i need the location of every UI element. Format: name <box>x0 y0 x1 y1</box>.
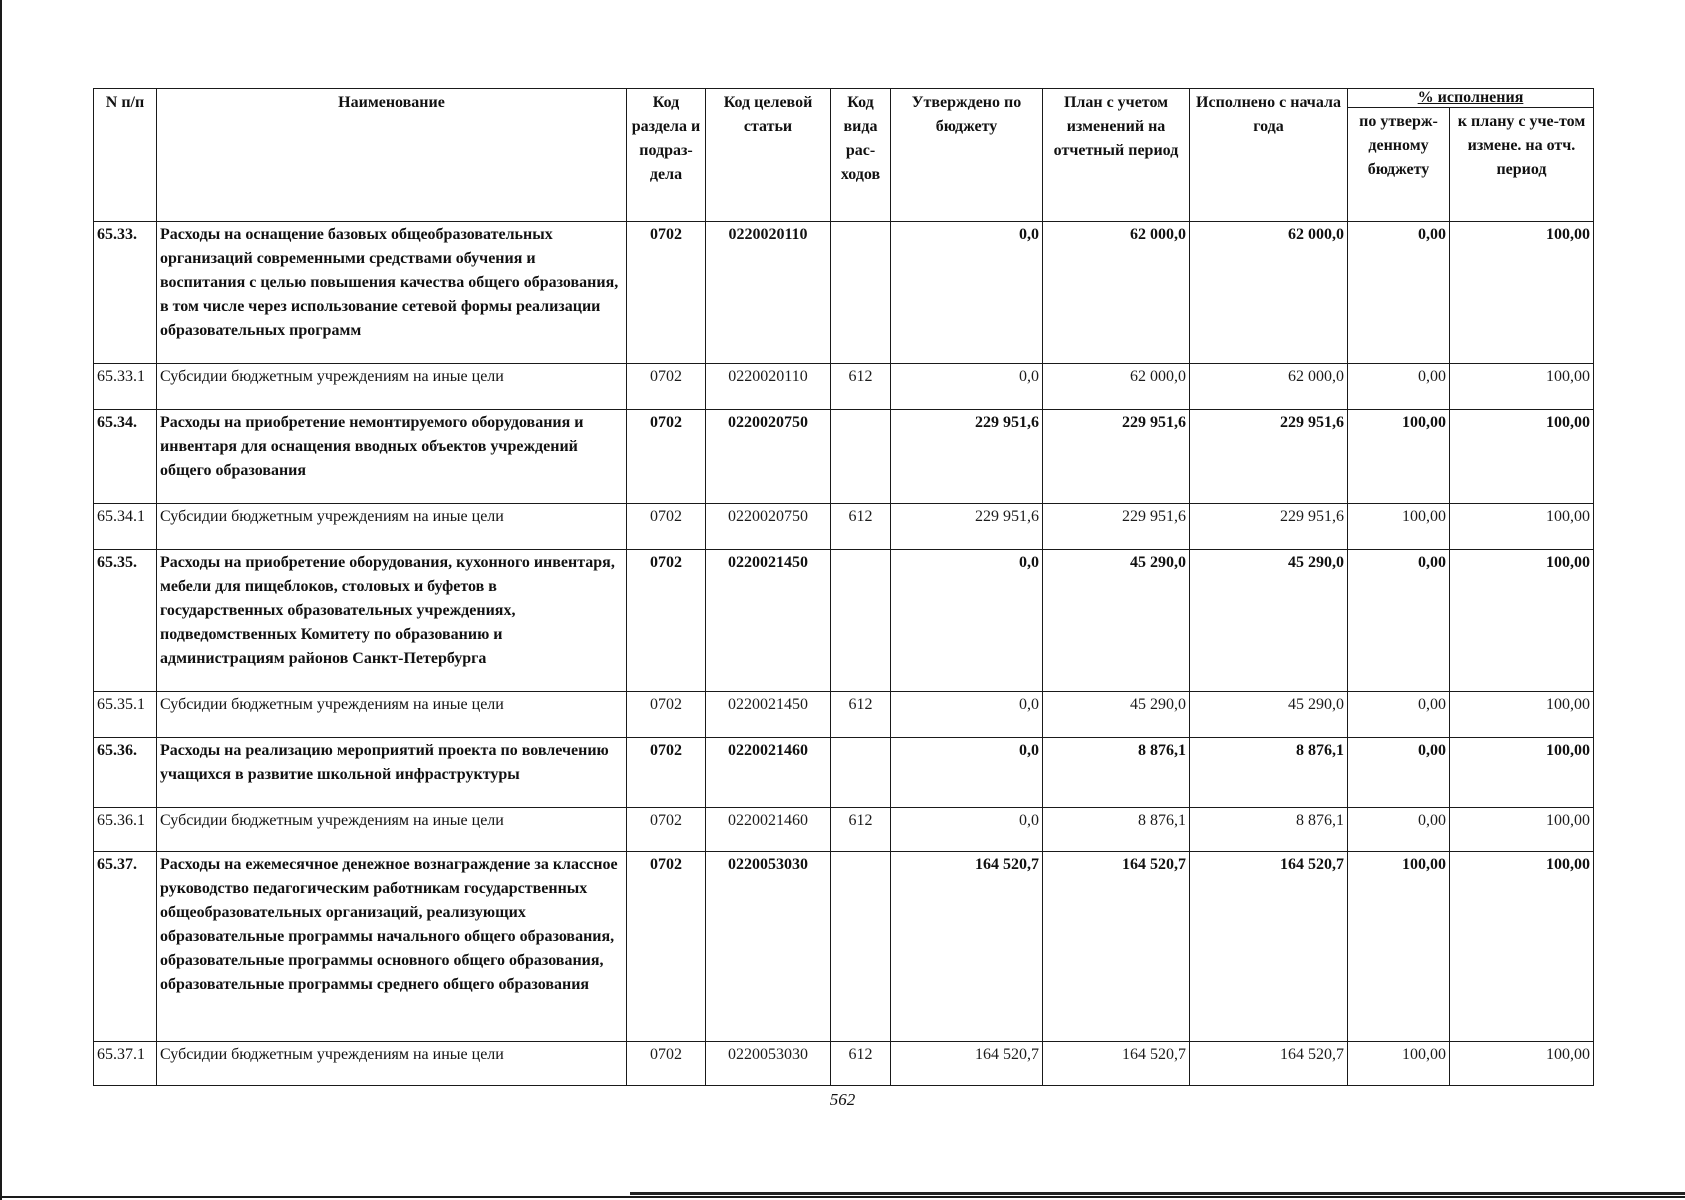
cell-expense-code: 612 <box>831 504 891 550</box>
cell-executed: 229 951,6 <box>1190 410 1348 504</box>
cell-num: 65.34.1 <box>94 504 157 550</box>
cell-target-code: 0220053030 <box>706 1042 831 1086</box>
table-row <box>94 852 1594 1042</box>
cell-pct-approved: 100,00 <box>1348 1042 1450 1086</box>
cell-pct-approved: 0,00 <box>1348 808 1450 852</box>
cell-approved: 0,0 <box>891 222 1043 364</box>
cell-section-code: 0702 <box>627 1042 706 1086</box>
cell-executed: 62 000,0 <box>1190 222 1348 364</box>
cell-name: Расходы на реализацию мероприятий проекта по вовлечению учащихся в развитие школьной инфраструктуры <box>157 738 627 808</box>
header-section-code: Код раздела и подраз-дела <box>627 89 706 222</box>
cell-num: 65.35.1 <box>94 692 157 738</box>
cell-name: Субсидии бюджетным учреждениям на иные цели <box>157 1042 627 1086</box>
cell-approved: 0,0 <box>891 738 1043 808</box>
cell-name: Субсидии бюджетным учреждениям на иные цели <box>157 504 627 550</box>
cell-pct-plan: 100,00 <box>1450 504 1594 550</box>
cell-approved: 164 520,7 <box>891 852 1043 1042</box>
cell-expense-code: 612 <box>831 364 891 410</box>
cell-expense-code <box>831 410 891 504</box>
header-approved: Утверждено по бюджету <box>891 89 1043 222</box>
table-row <box>94 692 1594 738</box>
cell-executed: 164 520,7 <box>1190 852 1348 1042</box>
cell-target-code: 0220021460 <box>706 738 831 808</box>
page-edge-bottom <box>0 1196 1685 1198</box>
cell-approved: 0,0 <box>891 364 1043 410</box>
cell-num: 65.37.1 <box>94 1042 157 1086</box>
cell-pct-approved: 0,00 <box>1348 692 1450 738</box>
page-number: 562 <box>829 1090 856 1109</box>
cell-executed: 8 876,1 <box>1190 738 1348 808</box>
header-name: Наименование <box>157 89 627 222</box>
cell-section-code: 0702 <box>627 692 706 738</box>
cell-pct-approved: 0,00 <box>1348 364 1450 410</box>
cell-plan: 164 520,7 <box>1043 1042 1190 1086</box>
cell-expense-code <box>831 550 891 692</box>
header-target-code: Код целевой статьи <box>706 89 831 222</box>
cell-pct-approved: 0,00 <box>1348 222 1450 364</box>
table-row <box>94 222 1594 364</box>
cell-pct-plan: 100,00 <box>1450 738 1594 808</box>
cell-section-code: 0702 <box>627 738 706 808</box>
cell-target-code: 0220020110 <box>706 364 831 410</box>
cell-executed: 8 876,1 <box>1190 808 1348 852</box>
cell-target-code: 0220021450 <box>706 692 831 738</box>
cell-executed: 229 951,6 <box>1190 504 1348 550</box>
cell-pct-approved: 0,00 <box>1348 550 1450 692</box>
header-pct-plan: к плану с уче-том измене. на отч. период <box>1450 108 1594 222</box>
cell-plan: 8 876,1 <box>1043 738 1190 808</box>
cell-target-code: 0220021460 <box>706 808 831 852</box>
cell-name: Расходы на приобретение немонтируемого оборудования и инвентаря для оснащения вводных объектов учреждений общего образования <box>157 410 627 504</box>
cell-plan: 45 290,0 <box>1043 550 1190 692</box>
cell-executed: 62 000,0 <box>1190 364 1348 410</box>
cell-pct-plan: 100,00 <box>1450 550 1594 692</box>
cell-executed: 45 290,0 <box>1190 550 1348 692</box>
cell-pct-approved: 100,00 <box>1348 410 1450 504</box>
cell-plan: 229 951,6 <box>1043 410 1190 504</box>
cell-pct-approved: 0,00 <box>1348 738 1450 808</box>
header-num: N п/п <box>94 89 157 222</box>
page-edge-left <box>0 0 2 1200</box>
document-sheet <box>93 88 1593 1086</box>
cell-num: 65.34. <box>94 410 157 504</box>
cell-num: 65.35. <box>94 550 157 692</box>
cell-approved: 0,0 <box>891 692 1043 738</box>
cell-pct-plan: 100,00 <box>1450 410 1594 504</box>
cell-section-code: 0702 <box>627 852 706 1042</box>
cell-approved: 164 520,7 <box>891 1042 1043 1086</box>
cell-pct-plan: 100,00 <box>1450 808 1594 852</box>
table-body <box>94 222 1594 1086</box>
cell-pct-plan: 100,00 <box>1450 222 1594 364</box>
cell-plan: 62 000,0 <box>1043 364 1190 410</box>
cell-expense-code: 612 <box>831 808 891 852</box>
cell-pct-plan: 100,00 <box>1450 1042 1594 1086</box>
cell-pct-approved: 100,00 <box>1348 504 1450 550</box>
cell-expense-code: 612 <box>831 692 891 738</box>
cell-pct-plan: 100,00 <box>1450 692 1594 738</box>
table-row <box>94 808 1594 852</box>
cell-name: Расходы на ежемесячное денежное вознаграждение за классное руководство педагогическим работникам государственных общеобразовательных организаций, реализующих образовательные программы начального общего образования, образовательные программы основного общего образования, образовательные программы среднего общего образования <box>157 852 627 1042</box>
cell-executed: 45 290,0 <box>1190 692 1348 738</box>
cell-name: Субсидии бюджетным учреждениям на иные цели <box>157 364 627 410</box>
cell-section-code: 0702 <box>627 504 706 550</box>
cell-plan: 45 290,0 <box>1043 692 1190 738</box>
cell-plan: 62 000,0 <box>1043 222 1190 364</box>
cell-pct-plan: 100,00 <box>1450 364 1594 410</box>
cell-target-code: 0220020750 <box>706 504 831 550</box>
cell-num: 65.37. <box>94 852 157 1042</box>
cell-section-code: 0702 <box>627 550 706 692</box>
cell-name: Расходы на приобретение оборудования, кухонного инвентаря, мебели для пищеблоков, столовых и буфетов в государственных образовательных учреждениях, подведомственных Комитету по образованию и администрациям районов Санкт-Петербурга <box>157 550 627 692</box>
cell-approved: 229 951,6 <box>891 504 1043 550</box>
cell-approved: 229 951,6 <box>891 410 1043 504</box>
header-plan: План с учетом изменений на отчетный период <box>1043 89 1190 222</box>
header-pct-group: % исполнения <box>1348 89 1594 108</box>
cell-num: 65.36. <box>94 738 157 808</box>
cell-expense-code: 612 <box>831 1042 891 1086</box>
cell-section-code: 0702 <box>627 410 706 504</box>
cell-section-code: 0702 <box>627 364 706 410</box>
cell-plan: 8 876,1 <box>1043 808 1190 852</box>
table-header <box>94 89 1594 222</box>
cell-section-code: 0702 <box>627 222 706 364</box>
table-row <box>94 738 1594 808</box>
header-expense-code: Код вида рас-ходов <box>831 89 891 222</box>
cell-num: 65.33. <box>94 222 157 364</box>
cell-name: Расходы на оснащение базовых общеобразовательных организаций современными средствами обучения и воспитания с целью повышения качества общего образования, в том числе через использование сетевой формы реализации образовательных программ <box>157 222 627 364</box>
cell-executed: 164 520,7 <box>1190 1042 1348 1086</box>
budget-execution-table <box>93 88 1594 1086</box>
cell-plan: 164 520,7 <box>1043 852 1190 1042</box>
cell-target-code: 0220020110 <box>706 222 831 364</box>
cell-pct-plan: 100,00 <box>1450 852 1594 1042</box>
cell-pct-approved: 100,00 <box>1348 852 1450 1042</box>
cell-section-code: 0702 <box>627 808 706 852</box>
page-edge-bottom-shadow <box>630 1192 1685 1195</box>
cell-num: 65.36.1 <box>94 808 157 852</box>
header-executed: Исполнено с начала года <box>1190 89 1348 222</box>
cell-num: 65.33.1 <box>94 364 157 410</box>
table-row <box>94 550 1594 692</box>
cell-expense-code <box>831 738 891 808</box>
table-row <box>94 504 1594 550</box>
cell-name: Субсидии бюджетным учреждениям на иные цели <box>157 808 627 852</box>
cell-plan: 229 951,6 <box>1043 504 1190 550</box>
cell-name: Субсидии бюджетным учреждениям на иные цели <box>157 692 627 738</box>
cell-target-code: 0220020750 <box>706 410 831 504</box>
table-row <box>94 410 1594 504</box>
cell-approved: 0,0 <box>891 808 1043 852</box>
cell-approved: 0,0 <box>891 550 1043 692</box>
table-row <box>94 364 1594 410</box>
cell-target-code: 0220021450 <box>706 550 831 692</box>
table-row <box>94 1042 1594 1086</box>
cell-expense-code <box>831 852 891 1042</box>
header-pct-approved: по утверж-денному бюджету <box>1348 108 1450 222</box>
cell-target-code: 0220053030 <box>706 852 831 1042</box>
cell-expense-code <box>831 222 891 364</box>
